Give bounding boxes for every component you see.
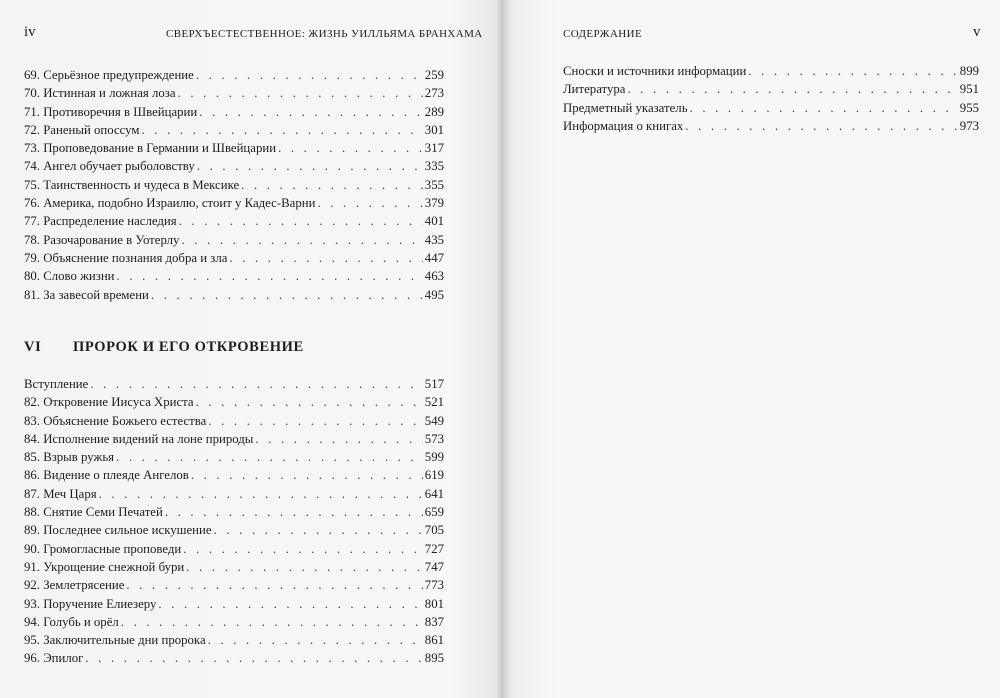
dot-leader: [196, 66, 423, 84]
toc-entry-title: 76. Америка, подобно Израилю, стоит у Кадес-Варни: [24, 196, 316, 211]
dot-leader: [142, 121, 423, 139]
toc-list: [24, 66, 444, 304]
toc-entry: [24, 448, 444, 466]
dot-leader: [117, 267, 423, 285]
toc-entry: [563, 80, 979, 98]
toc-entry: [24, 466, 444, 484]
toc-entry-title: 89. Последнее сильное искушение: [24, 523, 212, 538]
toc-entry: [563, 99, 979, 117]
dot-leader: [255, 430, 422, 448]
toc-entry-title: 82. Откровение Иисуса Христа: [24, 395, 194, 410]
toc-entry-title: 85. Взрыв ружья: [24, 450, 115, 465]
toc-entry: [24, 121, 444, 139]
toc-entry-page: 599: [424, 450, 444, 465]
toc-entry-title: Информация о книгах: [563, 118, 684, 133]
dot-leader: [116, 448, 423, 466]
toc-entry-title: 70. Истинная и ложная лоза: [24, 86, 176, 101]
dot-leader: [85, 649, 422, 667]
toc-entry-page: 619: [424, 468, 444, 483]
toc-entry: [24, 393, 444, 411]
section-heading: [24, 339, 304, 356]
right-page: [513, 0, 1000, 698]
toc-entry-title: 84. Исполнение видений на лоне природы: [24, 431, 254, 446]
toc-entry: [24, 430, 444, 448]
toc-entry-page: 801: [424, 596, 444, 611]
toc-entry-page: 273: [424, 86, 444, 101]
toc-entry-page: 573: [424, 431, 444, 446]
toc-entry: [24, 267, 444, 285]
dot-leader: [186, 558, 423, 576]
toc-entry-title: 86. Видение о плеяде Ангелов: [24, 468, 189, 483]
dot-leader: [191, 466, 423, 484]
toc-entry-page: 951: [959, 82, 979, 97]
dot-leader: [690, 99, 958, 117]
dot-leader: [199, 103, 423, 121]
toc-entry-page: 895: [424, 651, 444, 666]
dot-leader: [627, 80, 957, 98]
toc-entry-title: 71. Противоречия в Швейцарии: [24, 104, 198, 119]
dot-leader: [748, 62, 957, 80]
toc-entry-page: 973: [959, 118, 979, 133]
toc-entry-title: Предметный указатель: [563, 100, 688, 115]
toc-entry-page: 401: [424, 214, 444, 229]
toc-entry-title: 73. Проповедование в Германии и Швейцарии: [24, 141, 277, 156]
toc-entry: [24, 139, 444, 157]
dot-leader: [317, 194, 422, 212]
section-title: ПРОРОК И ЕГО ОТКРОВЕНИЕ: [73, 339, 304, 355]
dot-leader: [179, 212, 423, 230]
toc-entry-page: 521: [424, 395, 444, 410]
toc-entry-page: 355: [424, 177, 444, 192]
toc-entry: [24, 649, 444, 667]
toc-entry-title: 81. За завесой времени: [24, 287, 149, 302]
toc-entry-page: 705: [424, 523, 444, 538]
toc-list: [563, 62, 979, 135]
dot-leader: [197, 157, 423, 175]
toc-entry-title: Сноски и источники информации: [563, 64, 747, 78]
toc-entry-title: Литература: [563, 82, 626, 97]
toc-entry-page: 641: [424, 486, 444, 501]
toc-entry-title: 88. Снятие Семи Печатей: [24, 505, 163, 520]
toc-entry-title: 69. Серьёзное предупреждение: [24, 68, 194, 82]
toc-entry-title: 94. Голубь и орёл: [24, 614, 119, 629]
toc-entry-page: 463: [424, 269, 444, 284]
toc-entry: [24, 521, 444, 539]
toc-entry-title: 87. Меч Царя: [24, 486, 97, 501]
toc-entry: [24, 286, 444, 304]
toc-entry-page: 955: [959, 100, 979, 115]
toc-entry: [24, 485, 444, 503]
toc-entry: [24, 503, 444, 521]
toc-entry: [24, 375, 444, 393]
toc-list: [24, 375, 444, 668]
toc-entry: [24, 558, 444, 576]
toc-entry-page: 899: [959, 64, 979, 78]
toc-entry-page: 289: [424, 104, 444, 119]
toc-entry: [24, 66, 444, 84]
toc-entry-page: 335: [424, 159, 444, 174]
toc-entry: [563, 117, 979, 135]
toc-entry-page: 259: [424, 68, 444, 82]
section-number: VI: [24, 339, 42, 355]
toc-entry: [24, 103, 444, 121]
dot-leader: [278, 139, 423, 157]
toc-entry: [24, 613, 444, 631]
toc-entry-title: 90. Громогласные проповеди: [24, 541, 182, 556]
toc-entry: [24, 595, 444, 613]
toc-entry-page: 727: [424, 541, 444, 556]
dot-leader: [158, 595, 422, 613]
dot-leader: [165, 503, 423, 521]
dot-leader: [181, 231, 422, 249]
toc-entry: [24, 194, 444, 212]
toc-entry-page: 549: [424, 413, 444, 428]
dot-leader: [99, 485, 423, 503]
toc-entry-page: 773: [424, 578, 444, 593]
toc-entry-title: 77. Распределение наследия: [24, 214, 177, 229]
dot-leader: [208, 631, 423, 649]
toc-entry-title: 72. Раненый опоссум: [24, 122, 140, 137]
toc-entry-title: 95. Заключительные дни пророка: [24, 633, 206, 648]
toc-entry-page: 861: [424, 633, 444, 648]
toc-entry-title: 75. Таинственность и чудеса в Мексике: [24, 177, 240, 192]
toc-entry-page: 447: [424, 250, 444, 265]
toc-entry-page: 301: [424, 122, 444, 137]
running-head: СВЕРХЪЕСТЕСТВЕННОЕ: ЖИЗНЬ УИЛЛЬЯМА БРАНХАМА: [166, 28, 483, 40]
dot-leader: [151, 286, 423, 304]
toc-entry-title: 74. Ангел обучает рыболовству: [24, 159, 195, 174]
dot-leader: [229, 249, 422, 267]
dot-leader: [183, 540, 423, 558]
toc-entry: [24, 412, 444, 430]
toc-entry-title: 83. Объяснение Божьего естества: [24, 413, 207, 428]
dot-leader: [178, 84, 423, 102]
toc-entry-title: 92. Землетрясение: [24, 578, 125, 593]
dot-leader: [121, 613, 423, 631]
dot-leader: [685, 117, 958, 135]
page-number: iv: [24, 24, 36, 40]
toc-entry-title: 93. Поручение Елиезеру: [24, 596, 157, 611]
toc-entry: [24, 212, 444, 230]
toc-entry-title: Вступление: [24, 377, 89, 391]
toc-entry-title: 91. Укрощение снежной бури: [24, 559, 185, 574]
dot-leader: [208, 412, 422, 430]
dot-leader: [90, 375, 422, 393]
toc-entry: [24, 249, 444, 267]
dot-leader: [196, 393, 423, 411]
dot-leader: [241, 176, 423, 194]
toc-entry-page: 435: [424, 232, 444, 247]
toc-entry-page: 379: [424, 196, 444, 211]
running-head: СОДЕРЖАНИЕ: [563, 28, 643, 40]
toc-entry-title: 79. Объяснение познания добра и зла: [24, 250, 228, 265]
dot-leader: [126, 576, 422, 594]
toc-entry: [24, 176, 444, 194]
toc-entry: [24, 540, 444, 558]
dot-leader: [214, 521, 423, 539]
toc-entry-page: 659: [424, 505, 444, 520]
toc-entry-page: 747: [424, 559, 444, 574]
toc-entry-title: 96. Эпилог: [24, 651, 84, 666]
page-number: v: [973, 24, 981, 40]
toc-entry: [24, 157, 444, 175]
toc-entry-page: 517: [424, 377, 444, 391]
toc-entry: [563, 62, 979, 80]
toc-entry-title: 80. Слово жизни: [24, 269, 115, 284]
toc-entry: [24, 84, 444, 102]
toc-entry-title: 78. Разочарование в Уотерлу: [24, 232, 180, 247]
toc-entry-page: 495: [424, 287, 444, 302]
toc-entry: [24, 576, 444, 594]
toc-entry-page: 837: [424, 614, 444, 629]
toc-entry: [24, 231, 444, 249]
toc-entry: [24, 631, 444, 649]
toc-entry-page: 317: [424, 141, 444, 156]
